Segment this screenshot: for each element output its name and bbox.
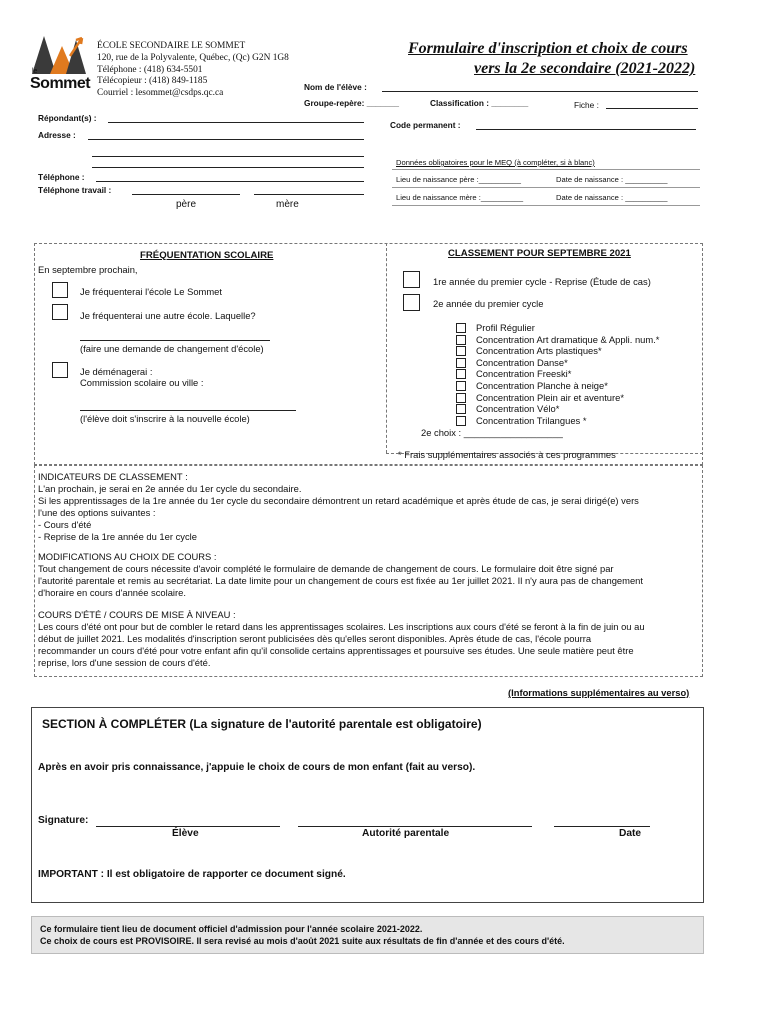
fiche-field[interactable] [606,108,698,109]
footer-line2: Ce choix de cours est PROVISOIRE. Il sera revisé au mois d'août 2021 suite aux résultats de fin d'année et des cours d'été. [40,936,565,946]
school-fax: Télécopieur : (418) 849-1185 [97,76,208,87]
respondents-field[interactable] [108,122,364,123]
profile-label: Concentration Planche à neige* [476,380,608,391]
parent-signature-field[interactable] [298,826,532,827]
meq-box [392,150,700,212]
summer-line: recommander un cours d'été pour votre enfant afin qu'il consolide certains apprentissages et poursuive ses études. Une seule matière peut être [38,645,634,656]
classement-option1-checkbox[interactable] [403,271,420,288]
student-label: Élève [172,828,199,839]
meq-divider-2 [392,187,700,188]
meq-title: Données obligatoires pour le MEQ (à compléter, si à blanc) [396,158,595,167]
important-note: IMPORTANT : Il est obligatoire de rapporter ce document signé. [38,869,346,880]
profile-label: Concentration Arts plastiques* [476,345,602,357]
phone-field[interactable] [96,181,364,182]
signature-section-title: SECTION À COMPLÉTER (La signature de l'autorité parentale est obligatoire) [42,717,482,731]
phone-label: Téléphone : [38,172,85,182]
work-phone-mother-field[interactable] [254,194,364,195]
modifications-line: l'autorité parentale et remis au secrétariat. La date limite pour un changement de cours est fixée au 1er juillet 2021. Il n'y aura pas de changement [38,575,643,586]
permanent-code-field[interactable] [476,129,696,130]
address-label: Adresse : [38,130,76,140]
indicators-line: - Cours d'été [38,519,92,530]
classement-option2-label: 2e année du premier cycle [433,298,544,309]
modifications-line: Tout changement de cours nécessite d'avoir complété le formulaire de demande de changement de cours. Le formulaire doit être signé par [38,563,614,574]
attendance-option2-label: Je fréquenterai une autre école. Laquelle? [80,310,256,321]
work-phone-father-field[interactable] [132,194,240,195]
work-phone-label: Téléphone travail : [38,185,112,195]
student-name-field[interactable] [382,91,698,92]
student-signature-field[interactable] [96,826,280,827]
address-field-1[interactable] [88,139,364,140]
school-address: 120, rue de la Polyvalente, Québec, (Qc) G2N 1G8 [97,52,289,63]
respondents-label: Répondant(s) : [38,113,97,123]
indicators-line: Si les apprentissages de la 1re année du 1er cycle du secondaire démontrent un retard académique et après étude de cas, je serai dirigé(e) vers [38,495,639,506]
logo-text: Sommet [30,75,91,92]
attendance-title: FRÉQUENTATION SCOLAIRE [140,250,274,261]
profile-checkbox[interactable] [456,369,466,379]
address-field-3[interactable] [92,167,364,168]
indicators-block [38,471,708,543]
permanent-code-label: Code permanent : [390,120,461,130]
indicators-line: l'une des options suivantes : [38,507,156,518]
new-school-board-field[interactable] [80,410,296,411]
modifications-line: d'horaire en cours d'année scolaire. [38,587,186,598]
fees-note: * Frais supplémentaires associés à ces programmes [398,449,616,460]
attendance-option3-checkbox[interactable] [52,362,68,378]
profile-checkbox[interactable] [456,358,466,368]
profile-label: Concentration Plein air et aventure* [476,391,625,403]
school-logo [30,32,91,94]
attendance-option1-label: Je fréquenterai l'école Le Sommet [80,286,222,297]
attendance-option3-note: (l'élève doit s'inscrire à la nouvelle école) [80,413,250,424]
father-label: père [176,199,197,210]
summer-line: reprise, lors d'une session de cours d'été. [38,657,211,668]
address-field-2[interactable] [92,156,364,157]
profile-label: Concentration Danse* [476,356,568,368]
group-label: Groupe-repère: _______ [304,98,400,108]
date-field[interactable] [554,826,650,827]
mother-label: mère [276,199,299,210]
attendance-option3-line1: Je déménagerai : [80,366,153,377]
attendance-option1-checkbox[interactable] [52,282,68,298]
classification-label: Classification : ________ [430,98,529,108]
meq-mother-birthplace[interactable]: Lieu de naissance mère :__________ [396,193,524,202]
profile-label: Concentration Trilangues * [476,414,587,426]
profile-checkbox[interactable] [456,416,466,426]
attendance-option2-checkbox[interactable] [52,304,68,320]
summer-block [38,609,708,669]
classement-option1-label: 1re année du premier cycle - Reprise (Étude de cas) [433,276,651,287]
indicators-line: - Reprise de la 1re année du 1er cycle [38,531,197,542]
date-label: Date [619,828,642,839]
classement-title: CLASSEMENT POUR SEPTEMBRE 2021 [448,248,631,259]
profile-label: Profil Régulier [476,322,535,333]
profile-label: Concentration Vélo* [476,403,560,415]
logo-small-text: le [32,68,38,75]
meq-mother-birthdate[interactable]: Date de naissance : __________ [556,193,668,202]
meq-father-birthplace[interactable]: Lieu de naissance père :__________ [396,175,521,184]
profile-checkbox[interactable] [456,346,466,356]
summer-line: début de juillet 2021. Les modalités d'inscription seront publicisées dès qu'elles seront disponibles. Après étude de cas, l'école pourra [38,633,592,644]
student-name-label: Nom de l'élève : [304,82,367,92]
attendance-intro: En septembre prochain, [38,264,138,275]
modifications-block [38,551,708,599]
school-phone: Téléphone : (418) 634-5501 [97,64,203,75]
profile-checkbox[interactable] [456,381,466,391]
attendance-option3-line2: Commission scolaire ou ville : [80,377,204,388]
footer-box [31,916,704,954]
school-name: ÉCOLE SECONDAIRE LE SOMMET [97,41,246,51]
profile-label: Concentration Freeski* [476,368,572,380]
parent-label: Autorité parentale [362,828,450,839]
second-choice-label[interactable]: 2e choix : ___________________ [421,427,563,438]
form-title-line2: vers la 2e secondaire (2021-2022) [474,60,696,77]
form-title-line1: Formulaire d'inscription et choix de cours [408,40,688,57]
indicators-title: INDICATEURS DE CLASSEMENT : [38,471,188,482]
meq-father-birthdate[interactable]: Date de naissance : __________ [556,175,668,184]
attendance-option2-note: (faire une demande de changement d'école) [80,343,264,354]
other-school-field[interactable] [80,340,270,341]
vertical-divider [386,243,387,453]
summer-title: COURS D'ÉTÉ / COURS DE MISE À NIVEAU : [38,609,236,620]
logo-mountain-icon [30,32,88,76]
summer-line: Les cours d'été ont pour but de combler le retard dans les apprentissages scolaires. Les inscriptions aux cours d'été se feront à la fin de juin ou au [38,621,645,632]
footer-line1: Ce formulaire tient lieu de document officiel d'admission pour l'année scolaire 2021-2022. [40,924,423,934]
school-info [97,41,289,100]
indicators-line: L'an prochain, je serai en 2e année du 1er cycle du secondaire. [38,483,302,494]
signature-statement: Après en avoir pris connaissance, j'appuie le choix de cours de mon enfant (fait au verso). [38,762,476,773]
meq-divider-1 [392,169,700,170]
profile-checkbox[interactable] [456,323,466,333]
signature-label: Signature: [38,815,89,826]
more-info-link[interactable]: (Informations supplémentaires au verso) [508,687,690,698]
profile-checkbox[interactable] [456,393,466,403]
fiche-label: Fiche : [574,100,599,110]
profile-checkbox[interactable] [456,335,466,345]
profile-checkbox[interactable] [456,404,466,414]
meq-divider-3 [392,205,700,206]
profile-label: Concentration Art dramatique & Appli. num.* [476,333,660,345]
school-email: Courriel : lesommet@csdps.qc.ca [97,88,224,99]
classement-option2-checkbox[interactable] [403,294,420,311]
modifications-title: MODIFICATIONS AU CHOIX DE COURS : [38,551,217,562]
